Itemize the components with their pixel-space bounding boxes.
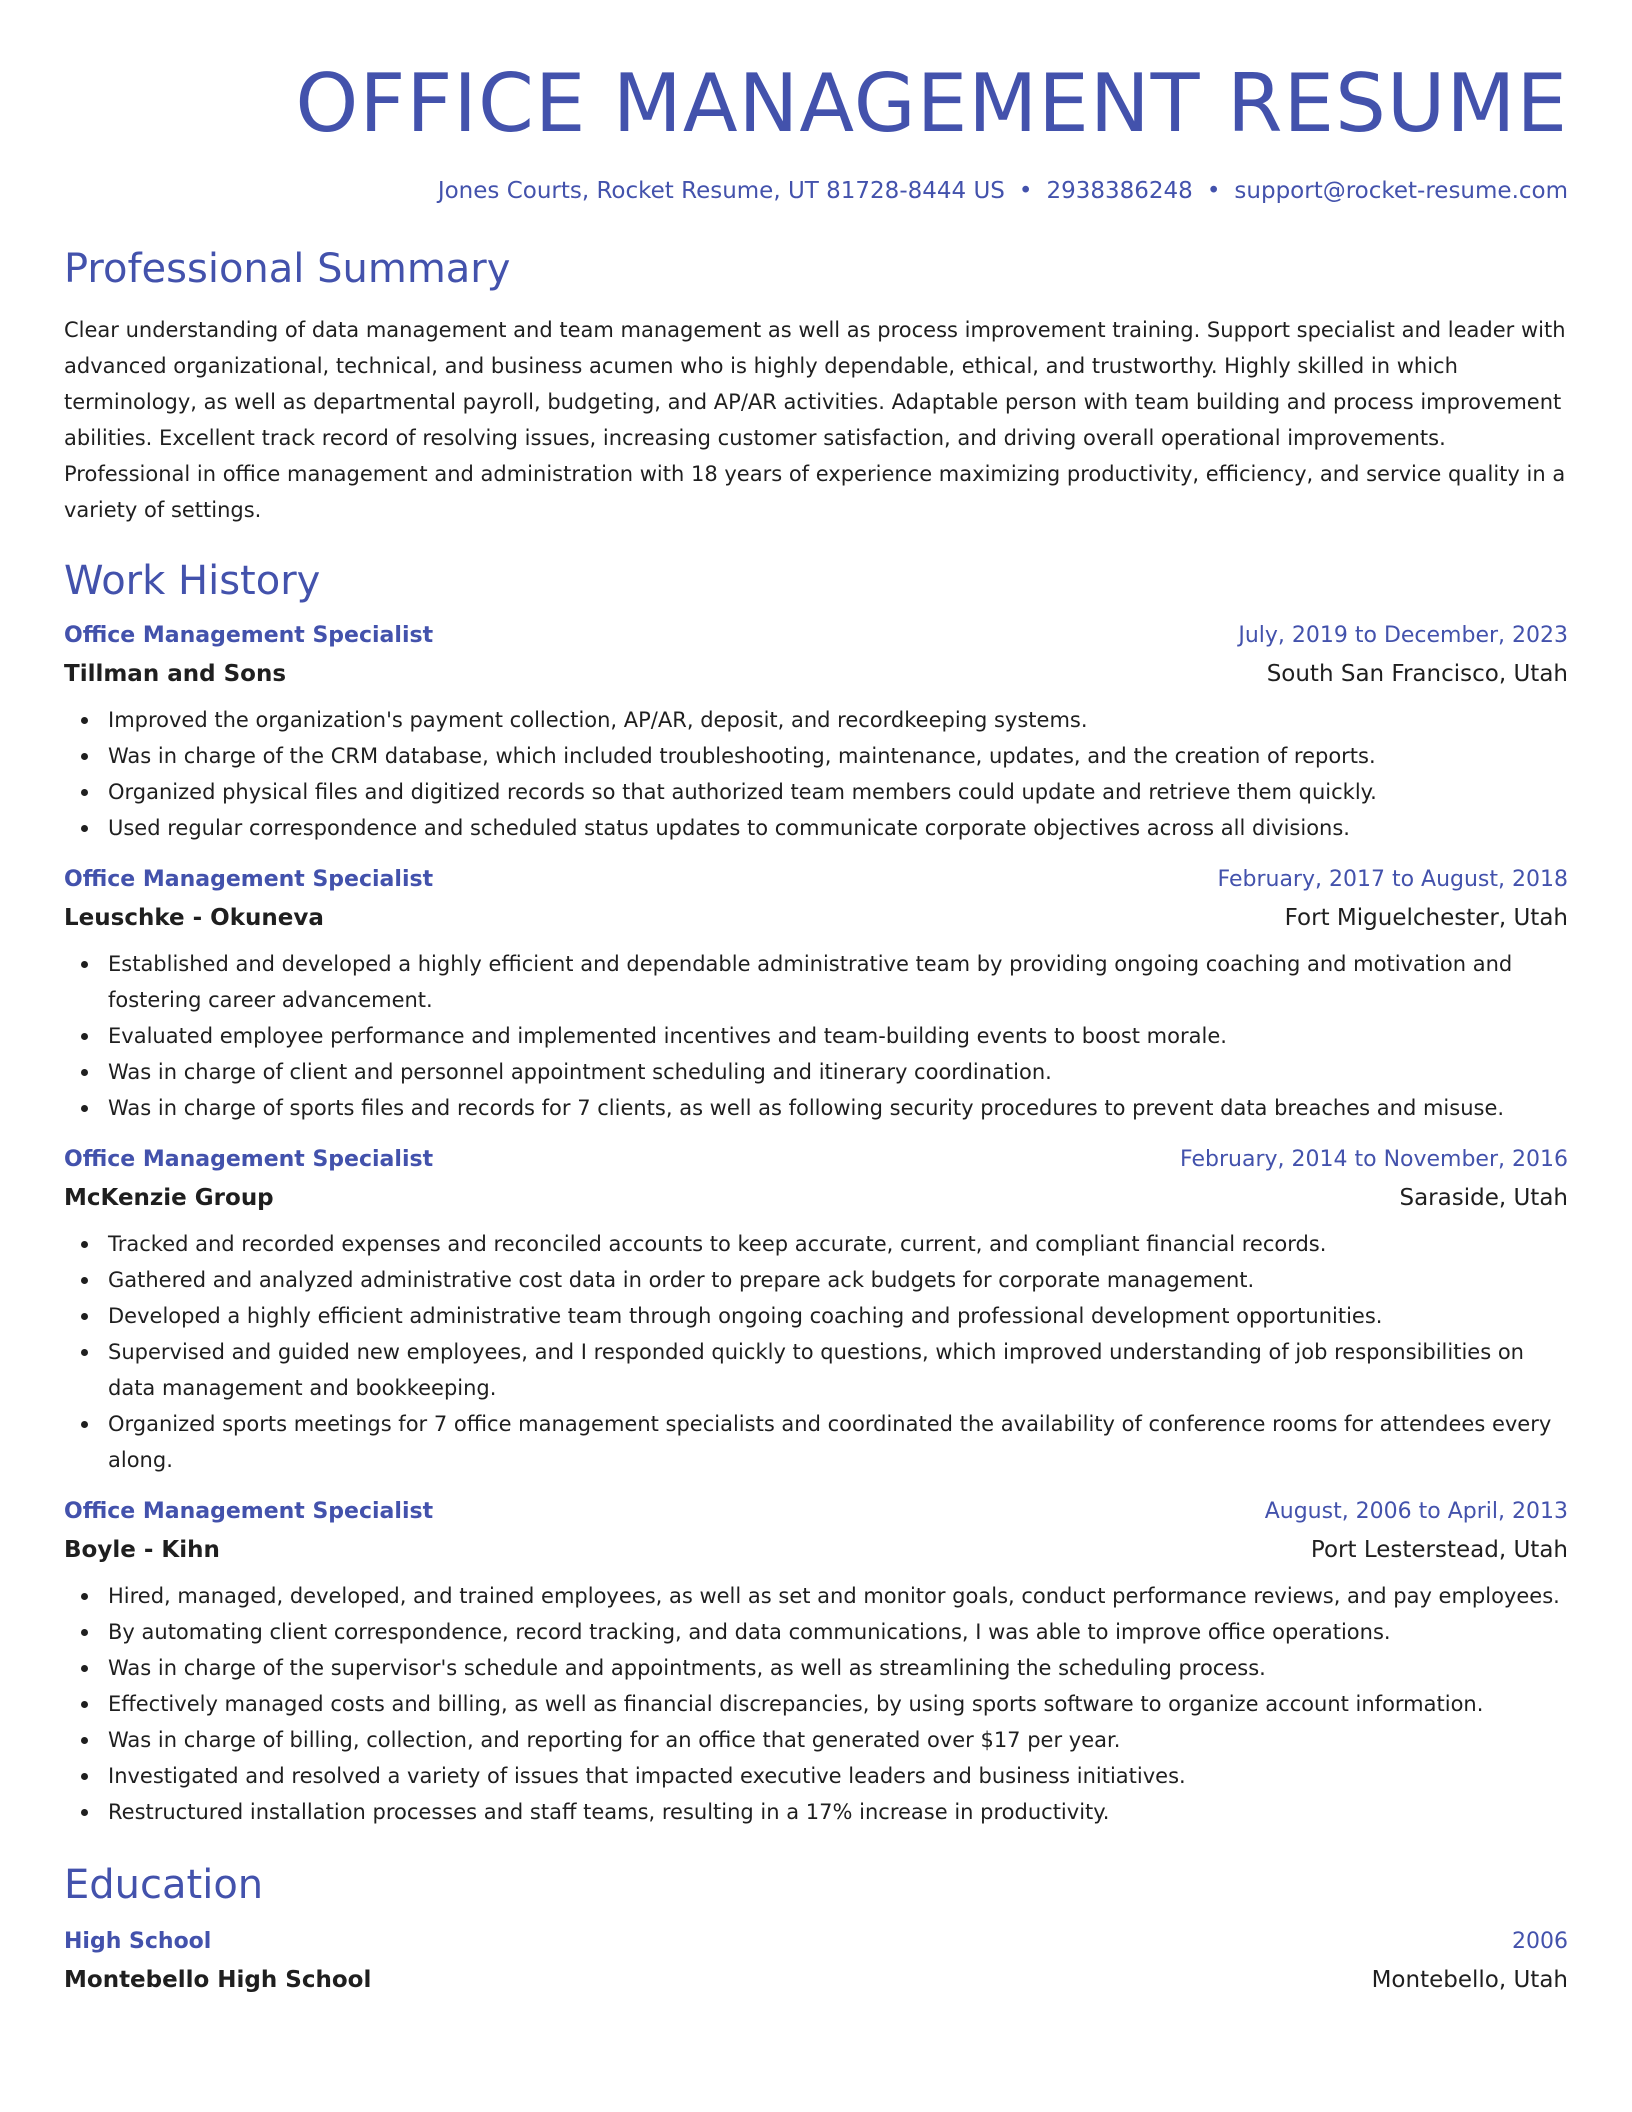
education-heading: Education [64,1862,264,1908]
resume-title: OFFICE MANAGEMENT RESUME [295,57,1568,150]
contact-email: support@rocket-resume.com [1234,178,1568,204]
job-bullet: Gathered and analyzed administrative cost data in order to prepare ack budgets for corporate management. [108,1262,1568,1298]
job-title: Office Management Specialist [64,867,434,892]
job-dates: August, 2006 to April, 2013 [1264,1499,1568,1524]
contact-address: Jones Courts, Rocket Resume, UT 81728-8444 US [437,178,1005,204]
job-bullet: By automating client correspondence, record tracking, and data communications, I was able to improve office operations. [108,1614,1568,1650]
job-bullet: Was in charge of sports files and records for 7 clients, as well as following security procedures to prevent data breaches and misuse. [108,1090,1568,1126]
job-bullet: Investigated and resolved a variety of issues that impacted executive leaders and business initiatives. [108,1758,1568,1794]
work-history-heading: Work History [64,558,321,604]
education-school-row [64,1958,1568,1996]
job-title-row [64,1496,1568,1528]
job-bullet: Was in charge of client and personnel appointment scheduling and itinerary coordination. [108,1054,1568,1090]
education-entry [64,1926,1568,1996]
job-company-row [64,652,1568,690]
education-location: Montebello, Utah [1371,1967,1568,1993]
job-company: McKenzie Group [64,1185,274,1211]
job-location: Saraside, Utah [1399,1185,1568,1211]
job-bullet: Restructured installation processes and staff teams, resulting in a 17% increase in productivity. [108,1794,1568,1830]
job-entry [64,864,1568,1126]
job-bullet: Evaluated employee performance and implemented incentives and team-building events to boost morale. [108,1018,1568,1054]
contact-line [64,176,1568,206]
job-title: Office Management Specialist [64,1499,434,1524]
contact-separator: • [1206,178,1221,204]
job-bullet: Organized sports meetings for 7 office management specialists and coordinated the availability of conference rooms for attendees every along. [108,1406,1568,1478]
job-location: Fort Miguelchester, Utah [1284,905,1568,931]
job-location: Port Lesterstead, Utah [1310,1537,1568,1563]
job-bullet: Hired, managed, developed, and trained employees, as well as set and monitor goals, conduct performance reviews, and pay employees. [108,1578,1568,1614]
job-company-row [64,896,1568,934]
job-title: Office Management Specialist [64,623,434,648]
summary-text: Clear understanding of data management and team management as well as process improvement training. Support specialist and leader with advanced organizational, technical, and business acumen who is highly dependable, ethical, and trustworthy. Highly skilled in which terminology, as well as departmental payroll, budgeting, and AP/AR activities. Adaptable person with team building and process improvement abilities. Excellent track record of resolving issues, increasing customer satisfaction, and driving overall operational improvements. Professional in office management and administration with 18 years of experience maximizing productivity, efficiency, and service quality in a variety of settings. [64,318,1566,522]
job-dates: July, 2019 to December, 2023 [1238,623,1568,648]
job-company: Boyle - Kihn [64,1537,220,1563]
job-title-row [64,864,1568,896]
job-dates: February, 2014 to November, 2016 [1180,1147,1568,1172]
job-title-row [64,1144,1568,1176]
summary-heading: Professional Summary [64,246,511,292]
job-company-row [64,1528,1568,1566]
job-title: Office Management Specialist [64,1147,434,1172]
education-school: Montebello High School [64,1967,372,1993]
job-bullets [64,946,1568,1126]
job-bullet: Used regular correspondence and scheduled status updates to communicate corporate objectives across all divisions. [108,810,1568,846]
job-company: Leuschke - Okuneva [64,905,324,931]
job-company: Tillman and Sons [64,661,287,687]
education-year: 2006 [1512,1929,1568,1954]
job-bullets [64,702,1568,846]
education-degree-row [64,1926,1568,1958]
job-dates: February, 2017 to August, 2018 [1217,867,1568,892]
job-bullet: Was in charge of the supervisor's schedule and appointments, as well as streamlining the scheduling process. [108,1650,1568,1686]
job-bullet: Improved the organization's payment collection, AP/AR, deposit, and recordkeeping systems. [108,702,1568,738]
job-bullet: Established and developed a highly efficient and dependable administrative team by providing ongoing coaching and motivation and fostering career advancement. [108,946,1568,1018]
job-bullets [64,1226,1568,1478]
job-location: South San Francisco, Utah [1266,661,1568,687]
job-bullet: Effectively managed costs and billing, as well as financial discrepancies, by using sports software to organize account information. [108,1686,1568,1722]
job-entry [64,1496,1568,1830]
job-bullet: Developed a highly efficient administrative team through ongoing coaching and professional development opportunities. [108,1298,1568,1334]
job-title-row [64,620,1568,652]
contact-separator: • [1018,178,1033,204]
job-entry [64,620,1568,846]
job-bullet: Was in charge of the CRM database, which included troubleshooting, maintenance, updates, and the creation of reports. [108,738,1568,774]
job-bullets [64,1578,1568,1830]
job-entry [64,1144,1568,1478]
education-degree: High School [64,1929,212,1954]
job-bullet: Organized physical files and digitized records so that authorized team members could update and retrieve them quickly. [108,774,1568,810]
job-bullet: Tracked and recorded expenses and reconciled accounts to keep accurate, current, and compliant financial records. [108,1226,1568,1262]
contact-phone: 2938386248 [1046,178,1193,204]
job-company-row [64,1176,1568,1214]
job-bullet: Supervised and guided new employees, and I responded quickly to questions, which improved understanding of job responsibilities on data management and bookkeeping. [108,1334,1568,1406]
job-bullet: Was in charge of billing, collection, and reporting for an office that generated over $17 per year. [108,1722,1568,1758]
